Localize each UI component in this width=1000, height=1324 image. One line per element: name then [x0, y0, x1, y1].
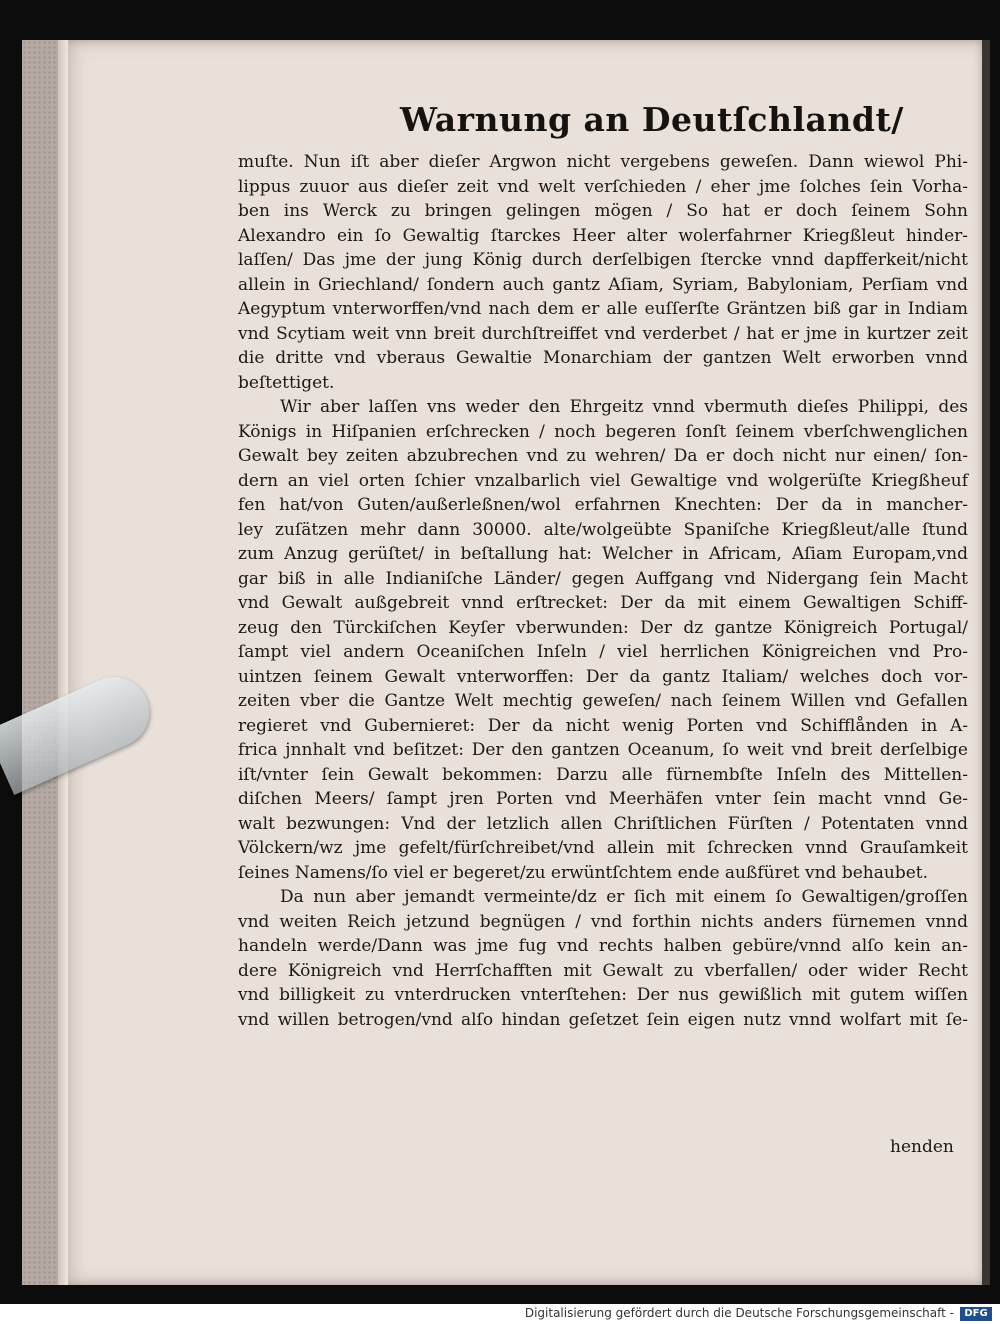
text-line: ſampt viel andern Oceaniſchen Inſeln / viel herrlichen Königreichen vnd Pro-: [238, 642, 968, 662]
catchword: henden: [890, 1137, 954, 1157]
text-line: lippus zuuor aus dieſer zeit vnd welt verſchieden / eher jme ſolches ſein Vorha-: [238, 176, 968, 197]
text-line: regieret vnd Gubernieret: Der da nicht wenig Porten vnd Schifflånden in A-: [238, 715, 968, 736]
page-gutter: [58, 40, 68, 1285]
text-line: ley zuſätzen mehr dann 30000. alte/wolgeübte Spaniſche Kriegßleut/alle ſtund: [238, 519, 968, 540]
running-head: Warnung an Deutſchlandt/: [400, 100, 904, 139]
text-line: Völckern/wz jme gefelt/fürſchreibet/vnd allein mit ſchrecken vnnd Grauſamkeit: [238, 838, 968, 858]
text-line: beſtettiget.: [238, 372, 335, 393]
text-line: Da nun aber jemandt vermeinte/dz er ſich mit einem ſo Gewaltigen/groſſen: [280, 887, 968, 907]
text-line: Königs in Hiſpanien erſchrecken / noch begeren ſonſt ſeinem vberſchwenglichen: [238, 421, 968, 442]
page-right-edge: [982, 40, 990, 1285]
text-line: vnd Scytiam weit vnn breit durchſtreiffet vnd verderbet / hat er jme in kurtzer zeit: [238, 323, 968, 344]
text-line: muſte. Nun iſt aber dieſer Argwon nicht vergebens geweſen. Dann wiewol Phi-: [238, 152, 968, 172]
text-line: walt bezwungen: Vnd der letzlich allen Chriſtlichen Fürſten / Potentaten vnnd: [238, 813, 968, 834]
dfg-logo-icon: DFG: [960, 1307, 992, 1321]
text-line: zeiten vber die Gantze Welt mechtig geweſen/ nach ſeinem Willen vnd Gefallen: [238, 691, 968, 711]
text-line: frica jnnhalt vnd beſitzet: Der den gantzen Oceanum, ſo weit vnd breit derſelbige: [238, 740, 968, 760]
text-line: vnd weiten Reich jetzund begnügen / vnd forthin nichts anders fürnemen vnnd: [238, 911, 968, 932]
text-line: handeln werde/Dann was jme fug vnd rechts halben gebüre/vnnd alſo kein an-: [238, 936, 968, 956]
text-line: ſeines Namens/ſo viel er begeret/zu erwüntſchtem ende außfüret vnd behaubet.: [238, 862, 929, 883]
text-line: laſſen/ Das jme der jung König durch derſelbigen ſtercke vnnd dapfferkeit/nicht: [238, 250, 968, 270]
text-line: vnd willen betrogen/vnd alſo hindan geſetzet ſein eigen nutz vnnd wolfart mit ſe-: [238, 1009, 968, 1030]
body-text: [238, 150, 968, 1032]
text-line: Alexandro ein ſo Gewaltig ſtarckes Heer alter wolerfahrner Kriegßleut hinder-: [238, 225, 968, 246]
text-line: allein in Griechland/ ſondern auch gantz Aſiam, Syriam, Babyloniam, Perſiam vnd: [238, 274, 968, 295]
text-line: Aegyptum vnterworffen/vnd nach dem er alle euſſerſte Gräntzen biß gar in Indiam: [238, 299, 968, 319]
text-line: zum Anzug gerüſtet/ in beſtallung hat: Welcher in Africam, Aſiam Europam,vnd: [238, 544, 968, 564]
text-line: zeug den Türckiſchen Keyſer vberwunden: Der dz gantze Königreich Portugal/: [238, 617, 968, 638]
text-line: vnd billigkeit zu vnterdrucken vnterſtehen: Der nus gewißlich mit gutem wiſſen: [238, 985, 968, 1005]
footer-bar: [0, 1304, 1000, 1324]
text-line: Gewalt bey zeiten abzubrechen vnd zu wehren/ Da er doch nicht nur einen/ ſon-: [238, 446, 968, 466]
text-line: diſchen Meers/ ſampt jren Porten vnd Meerhäfen vnter ſein macht vnnd Ge-: [238, 789, 968, 809]
funding-credit: Digitalisierung gefördert durch die Deutsche Forschungsgemeinschaft -: [524, 1306, 954, 1320]
text-line: fen hat/von Guten/außerleßnen/wol erfahrnen Knechten: Der da in mancher-: [238, 495, 968, 515]
text-line: iſt/vnter ſein Gewalt bekommen: Darzu alle fürnembſte Inſeln des Mittellen-: [238, 764, 968, 785]
text-line: vnd Gewalt außgebreit vnnd erſtrecket: Der da mit einem Gewaltigen Schiff-: [238, 593, 968, 613]
text-line: dere Königreich vnd Herrſchafften mit Gewalt zu vberfallen/ oder wider Recht: [238, 960, 968, 981]
text-line: die dritte vnd vberaus Gewaltie Monarchiam der gantzen Welt erworben vnnd: [238, 348, 968, 368]
text-line: ben ins Werck zu bringen gelingen mögen / So hat er doch ſeinem Sohn: [238, 201, 968, 221]
text-line: Wir aber laſſen vns weder den Ehrgeitz vnnd vbermuth dieſes Philippi, des: [280, 397, 968, 417]
text-line: dern an viel orten ſchier vnzalbarlich viel Gewaltige vnd wolgerüſte Kriegßheuf: [238, 470, 968, 491]
text-line: gar biß in alle Indianiſche Länder/ gegen Auffgang vnd Nidergang ſein Macht: [238, 568, 968, 589]
text-line: uintzen ſeinem Gewalt vnterworffen: Der da gantz Italiam/ welches doch vor-: [238, 666, 968, 687]
